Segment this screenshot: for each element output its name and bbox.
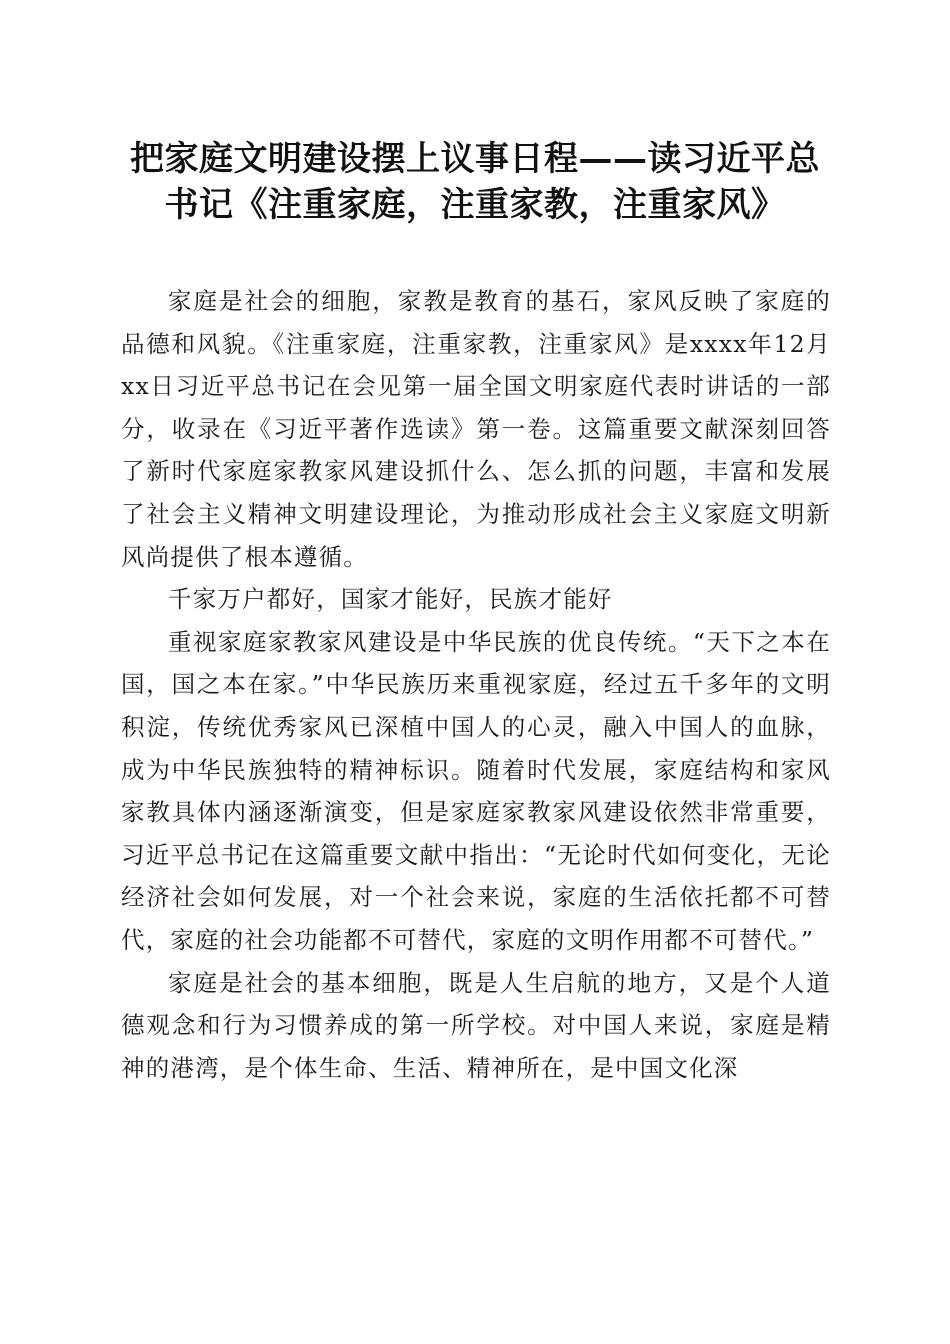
document-title — [100, 136, 850, 228]
document-body — [121, 280, 831, 1089]
paragraph-intro: 家庭是社会的细胞，家教是教育的基石，家风反映了家庭的品德和风貌。《注重家庭，注重家教，注重家风》是xxxx年12月xx日习近平总书记在会见第一届全国文明家庭代表时讲话的一部分，收录在《习近平著作选读》第一卷。这篇重要文献深刻回答了新时代家庭家教家风建设抓什么、怎么抓的问题，丰富和发展了社会主义精神文明建设理论，为推动形成社会主义家庭文明新风尚提供了根本遵循。 — [121, 287, 831, 571]
section-heading: 千家万户都好，国家才能好，民族才能好 — [168, 585, 613, 614]
title-line-1: 把家庭文明建设摆上议事日程——读习近平总 — [130, 139, 820, 179]
paragraph-family-cell: 家庭是社会的基本细胞，既是人生启航的地方，又是个人道德观念和行为习惯养成的第一所学校。对中国人来说，家庭是精神的港湾，是个体生命、生活、精神所在，是中国文化深 — [121, 968, 831, 1082]
paragraph-tradition: 重视家庭家教家风建设是中华民族的优良传统。“天下之本在国，国之本在家。”中华民族历来重视家庭，经过五千多年的文明积淀，传统优秀家风已深植中国人的心灵，融入中国人的血脉，成为中华民族独特的精神标识。随着时代发展，家庭结构和家风家教具体内涵逐渐演变，但是家庭家教家风建设依然非常重要，习近平总书记在这篇重要文献中指出：“无论时代如何变化，无论经济社会如何发展，对一个社会来说，家庭的生活依托都不可替代，家庭的社会功能都不可替代，家庭的文明作用都不可替代。” — [121, 627, 831, 954]
title-line-2: 书记《注重家庭，注重家教，注重家风》 — [164, 185, 786, 225]
